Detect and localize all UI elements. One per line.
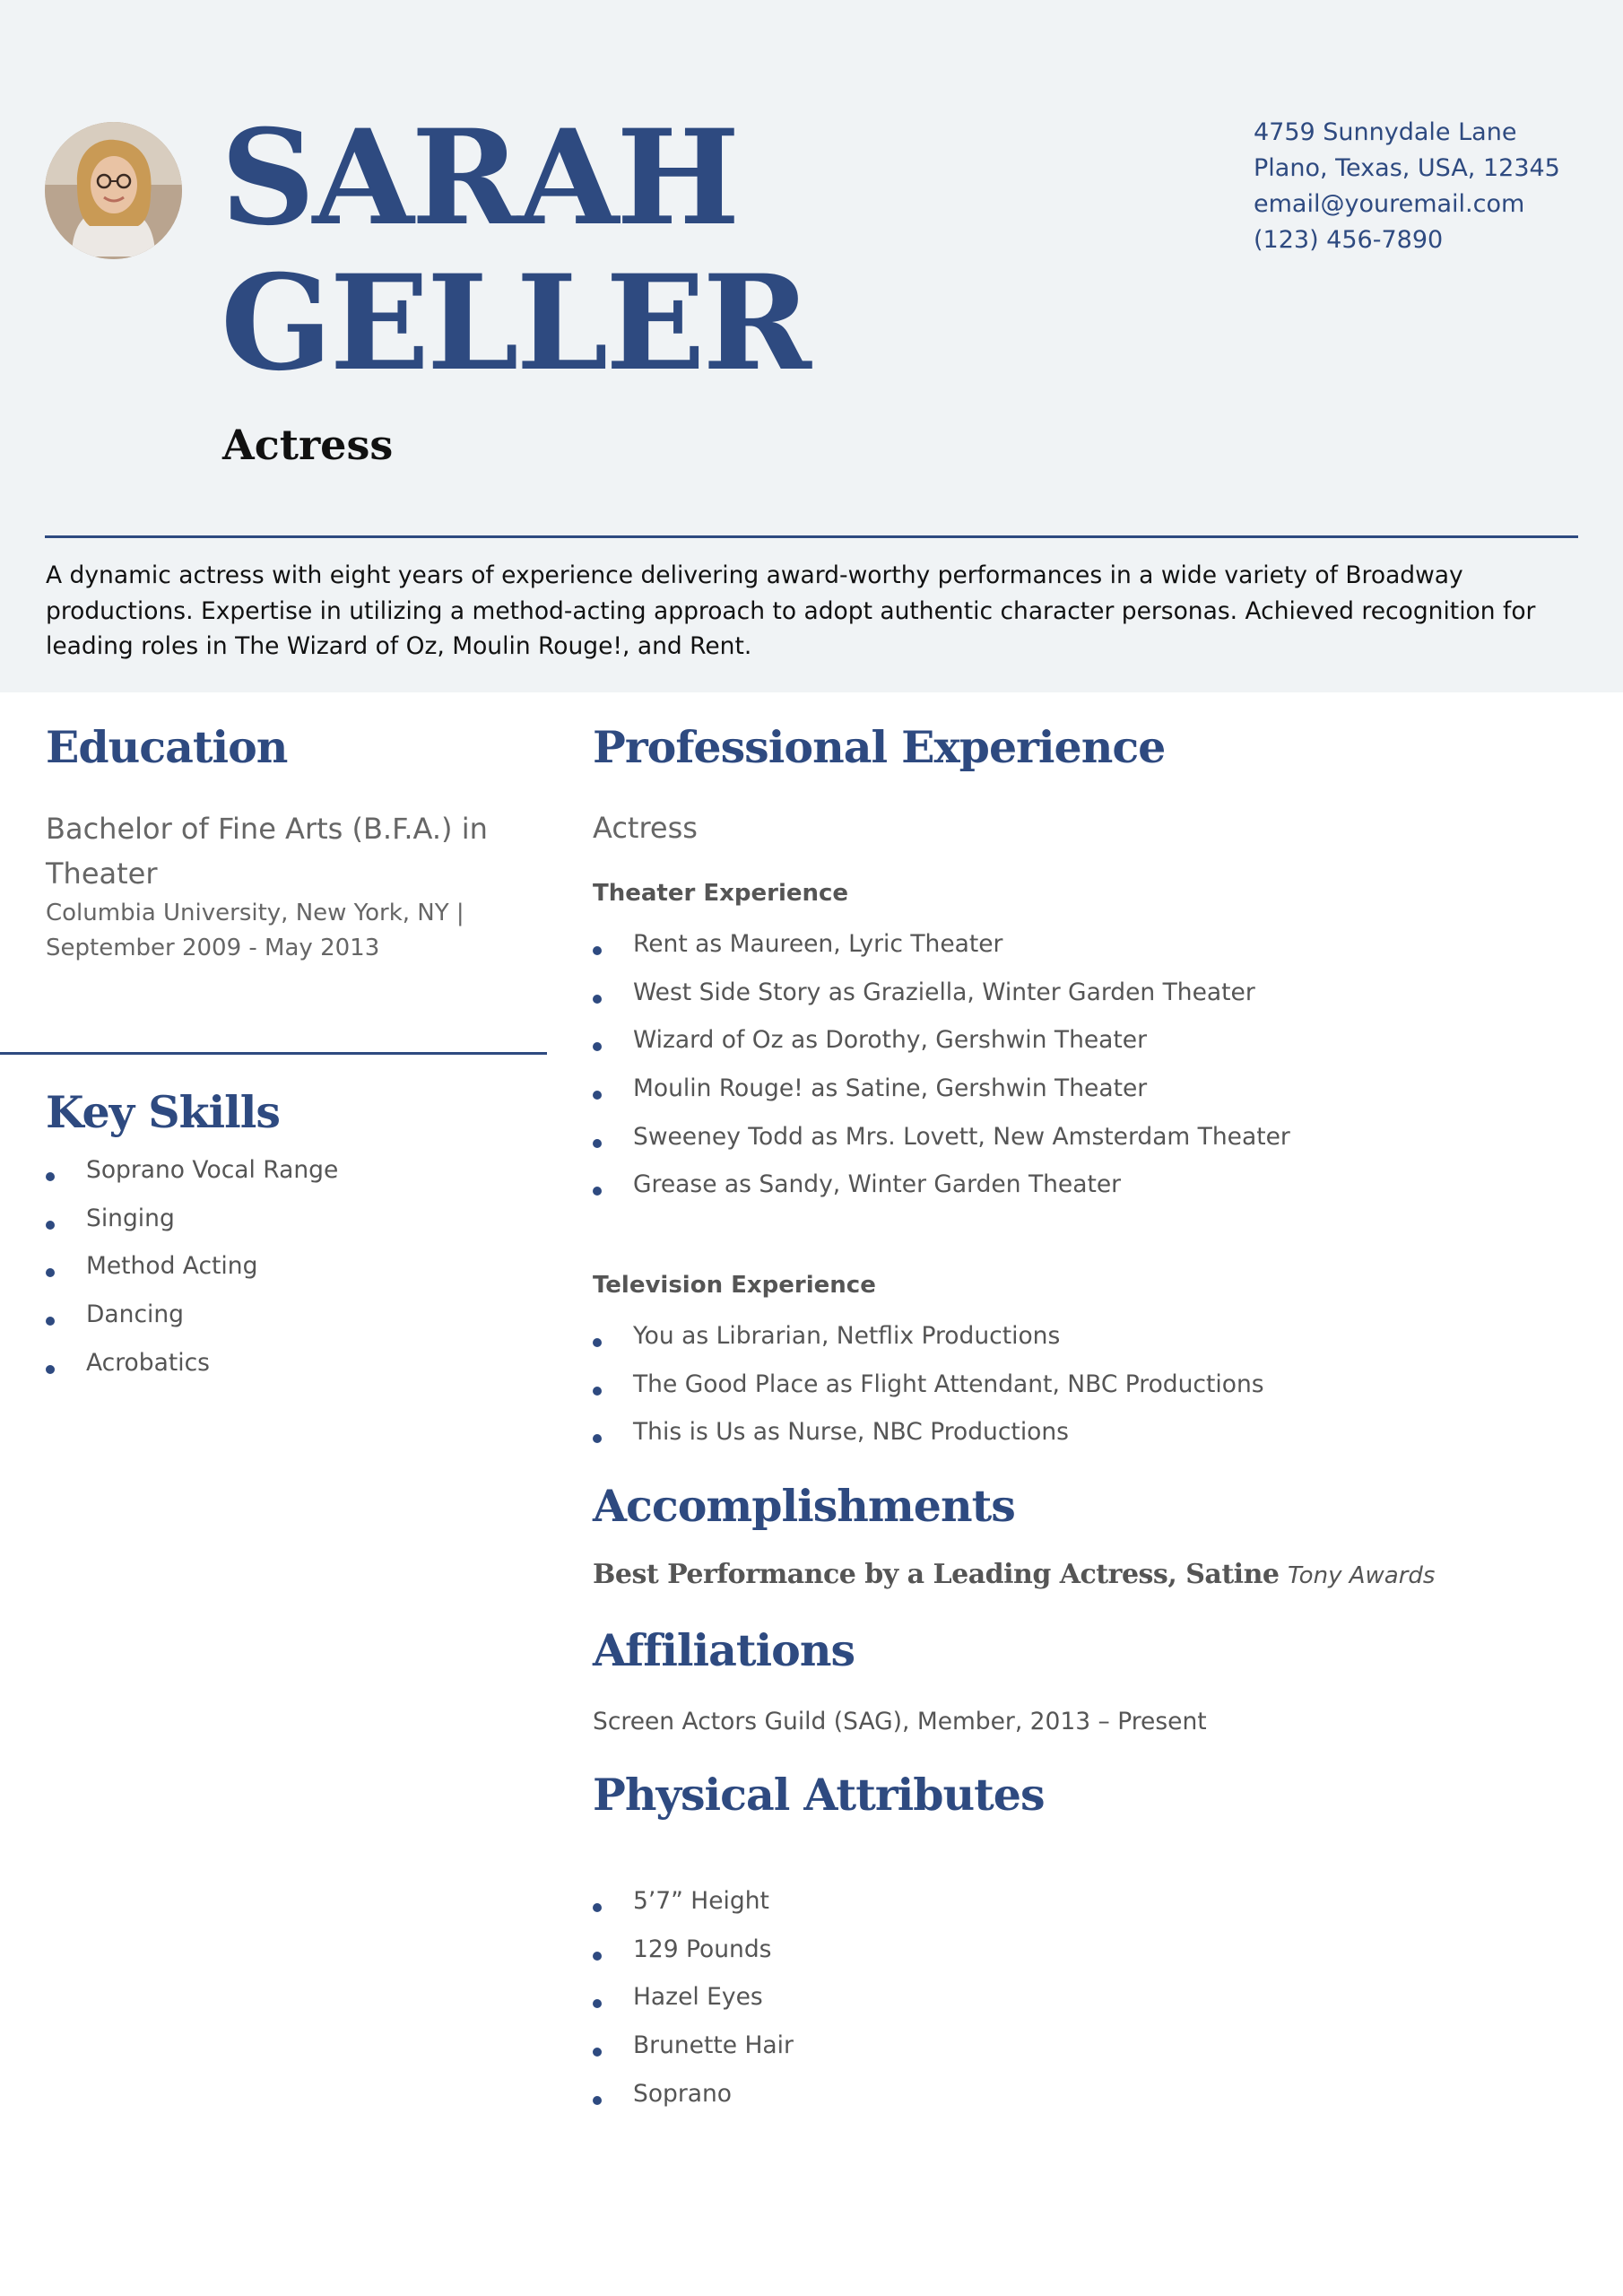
contact-phone: (123) 456-7890 bbox=[1254, 226, 1444, 254]
last-name: GELLER bbox=[221, 247, 809, 400]
list-item: This is Us as Nurse, NBC Productions bbox=[593, 1415, 1264, 1464]
education-heading: Education bbox=[46, 721, 288, 773]
education-school: Columbia University, New York, NY | bbox=[46, 900, 464, 926]
portrait-photo-icon bbox=[45, 122, 182, 259]
experience-title: Actress bbox=[593, 811, 698, 845]
list-item: Method Acting bbox=[46, 1249, 338, 1298]
job-title: Actress bbox=[222, 421, 394, 469]
affiliation-entry: Screen Actors Guild (SAG), Member, 2013 – Present bbox=[593, 1708, 1207, 1735]
list-item: 5’7” Height bbox=[593, 1884, 794, 1933]
header-divider bbox=[45, 535, 1578, 538]
skills-heading: Key Skills bbox=[46, 1086, 280, 1138]
accomplishment-entry bbox=[593, 1555, 1435, 1596]
contact-email[interactable]: email@youremail.com bbox=[1254, 190, 1525, 218]
list-item: 129 Pounds bbox=[593, 1933, 794, 1981]
accomplishments-heading: Accomplishments bbox=[593, 1480, 1015, 1532]
award-organization: Tony Awards bbox=[1288, 1562, 1436, 1589]
theater-heading: Theater Experience bbox=[593, 880, 849, 907]
profile-summary: A dynamic actress with eight years of experience delivering award-worthy performances in a wide variety of Broadway productions. Expertise in utilizing a method-acting approach to adopt authentic character personas. Achieved recognition for leading roles in The Wizard of Oz, Moulin Rouge!, and Rent. bbox=[46, 561, 1536, 660]
list-item: Hazel Eyes bbox=[593, 1980, 794, 2029]
list-item: Brunette Hair bbox=[593, 2029, 794, 2077]
list-item: You as Librarian, Netflix Productions bbox=[593, 1319, 1264, 1368]
education-degree: Bachelor of Fine Arts (B.F.A.) in Theater bbox=[46, 812, 488, 891]
contact-block bbox=[1254, 115, 1560, 258]
list-item: The Good Place as Flight Attendant, NBC Productions bbox=[593, 1368, 1264, 1416]
contact-address: 4759 Sunnydale Lane bbox=[1254, 118, 1517, 146]
contact-city: Plano, Texas, USA, 12345 bbox=[1254, 154, 1560, 182]
list-item: Grease as Sandy, Winter Garden Theater bbox=[593, 1168, 1290, 1216]
list-item: Sweeney Todd as Mrs. Lovett, New Amsterdam Theater bbox=[593, 1120, 1290, 1169]
list-item: West Side Story as Graziella, Winter Garden Theater bbox=[593, 976, 1290, 1024]
award-name: Best Performance by a Leading Actress, Satine bbox=[593, 1559, 1280, 1590]
experience-heading: Professional Experience bbox=[593, 721, 1166, 773]
education-entry bbox=[46, 806, 512, 966]
list-item: Acrobatics bbox=[46, 1346, 338, 1395]
list-item: Wizard of Oz as Dorothy, Gershwin Theater bbox=[593, 1023, 1290, 1072]
list-item: Soprano bbox=[593, 2077, 794, 2126]
theater-list bbox=[593, 927, 1290, 1216]
physical-attributes-list bbox=[593, 1884, 794, 2125]
list-item: Singing bbox=[46, 1202, 338, 1250]
list-item: Moulin Rouge! as Satine, Gershwin Theater bbox=[593, 1072, 1290, 1120]
skills-list bbox=[46, 1153, 338, 1394]
first-name: SARAH bbox=[221, 101, 738, 255]
physical-attributes-heading: Physical Attributes bbox=[593, 1769, 1045, 1821]
left-column-divider bbox=[0, 1052, 547, 1055]
education-dates: September 2009 - May 2013 bbox=[46, 935, 380, 961]
television-heading: Television Experience bbox=[593, 1272, 876, 1299]
list-item: Dancing bbox=[46, 1298, 338, 1346]
list-item: Rent as Maureen, Lyric Theater bbox=[593, 927, 1290, 976]
list-item: Soprano Vocal Range bbox=[46, 1153, 338, 1202]
affiliations-heading: Affiliations bbox=[593, 1624, 855, 1676]
profile-photo bbox=[45, 122, 182, 259]
television-list bbox=[593, 1319, 1264, 1464]
candidate-name bbox=[221, 101, 809, 400]
